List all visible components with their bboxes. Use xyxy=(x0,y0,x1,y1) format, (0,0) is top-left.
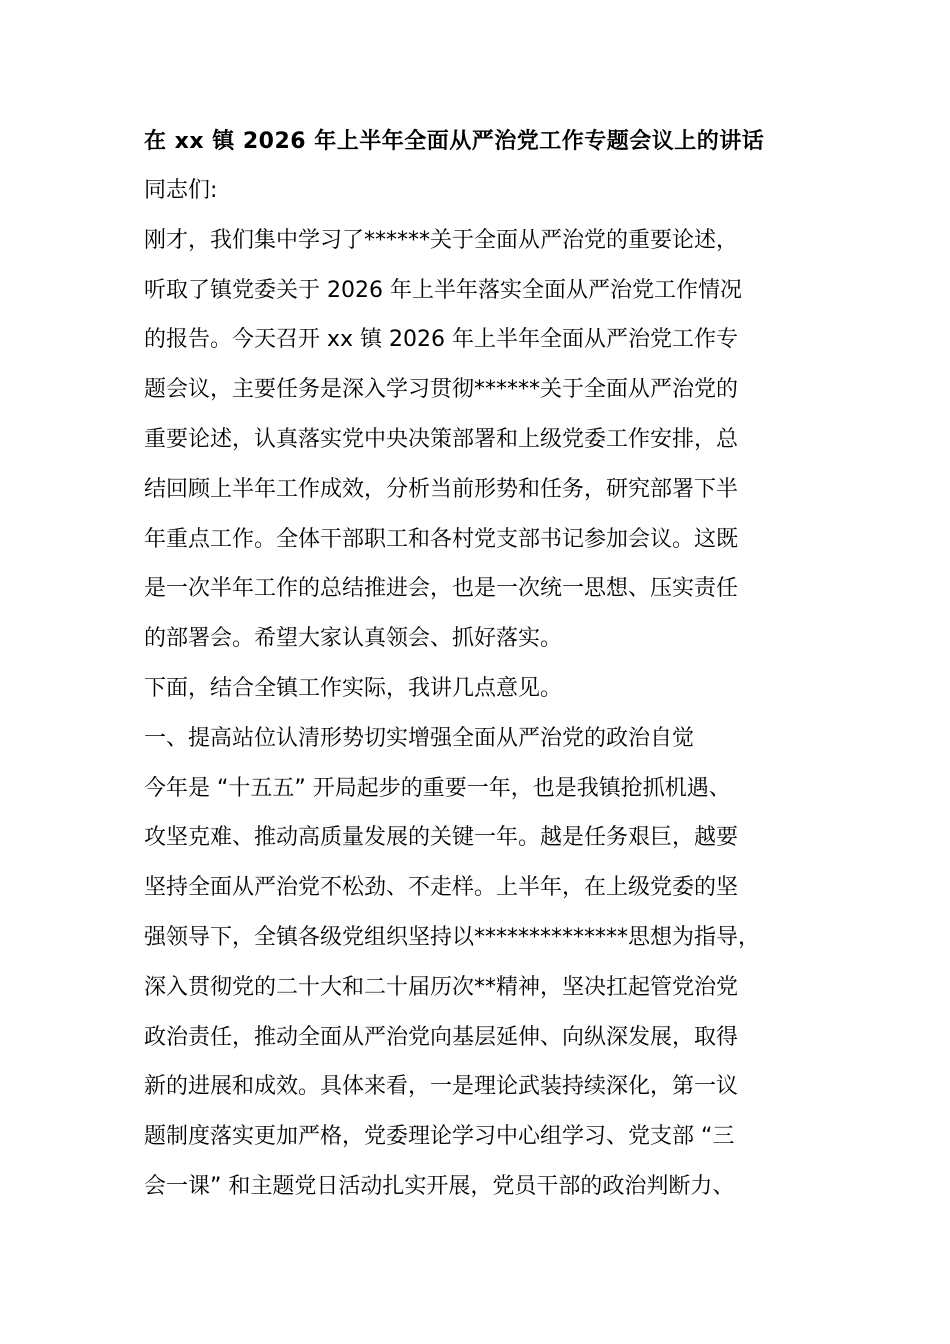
paragraph-line: 今年是 “十五五” 开局起步的重要一年，也是我镇抢抓机遇、 xyxy=(144,775,731,801)
salutation-line: 同志们: xyxy=(144,178,218,203)
paragraph-line: 会一课” 和主题党日活动扎实开展，党员干部的政治判断力、 xyxy=(144,1173,735,1199)
paragraph-line: 题会议，主要任务是深入学习贯彻******关于全面从严治党的 xyxy=(144,377,739,403)
paragraph-line: 坚持全面从严治党不松劲、不走样。上半年，在上级党委的坚 xyxy=(144,875,739,901)
paragraph-line: 题制度落实更加严格，党委理论学习中心组学习、党支部 “三 xyxy=(144,1124,735,1150)
document-title: 在 xx 镇 2026 年上半年全面从严治党工作专题会议上的讲话 xyxy=(144,129,765,154)
paragraph-line: 年重点工作。全体干部职工和各村党支部书记参加会议。这既 xyxy=(144,526,739,552)
paragraph-line: 听取了镇党委关于 2026 年上半年落实全面从严治党工作情况 xyxy=(144,277,742,303)
paragraph-line: 新的进展和成效。具体来看，一是理论武装持续深化，第一议 xyxy=(144,1074,739,1100)
paragraph-line: 重要论述，认真落实党中央决策部署和上级党委工作安排，总 xyxy=(144,426,739,452)
paragraph-line: 的部署会。希望大家认真领会、抓好落实。 xyxy=(144,626,563,652)
paragraph-line: 强领导下，全镇各级党组织坚持以**************思想为指导， xyxy=(144,924,761,950)
paragraph-line: 下面，结合全镇工作实际，我讲几点意见。 xyxy=(144,675,563,701)
paragraph-line: 是一次半年工作的总结推进会，也是一次统一思想、压实责任 xyxy=(144,576,739,602)
paragraph-line: 政治责任，推动全面从严治党向基层延伸、向纵深发展，取得 xyxy=(144,1024,739,1050)
paragraph-line: 的报告。今天召开 xx 镇 2026 年上半年全面从严治党工作专 xyxy=(144,327,739,353)
paragraph-line: 深入贯彻党的二十大和二十届历次**精神，坚决扛起管党治党 xyxy=(144,974,739,1000)
section-heading: 一、提高站位认清形势切实增强全面从严治党的政治自觉 xyxy=(144,725,695,751)
paragraph-line: 攻坚克难、推动高质量发展的关键一年。越是任务艰巨，越要 xyxy=(144,825,739,851)
paragraph-line: 结回顾上半年工作成效，分析当前形势和任务，研究部署下半 xyxy=(144,476,739,502)
document-body xyxy=(144,166,808,1212)
paragraph-line: 刚才，我们集中学习了******关于全面从严治党的重要论述， xyxy=(144,227,739,253)
